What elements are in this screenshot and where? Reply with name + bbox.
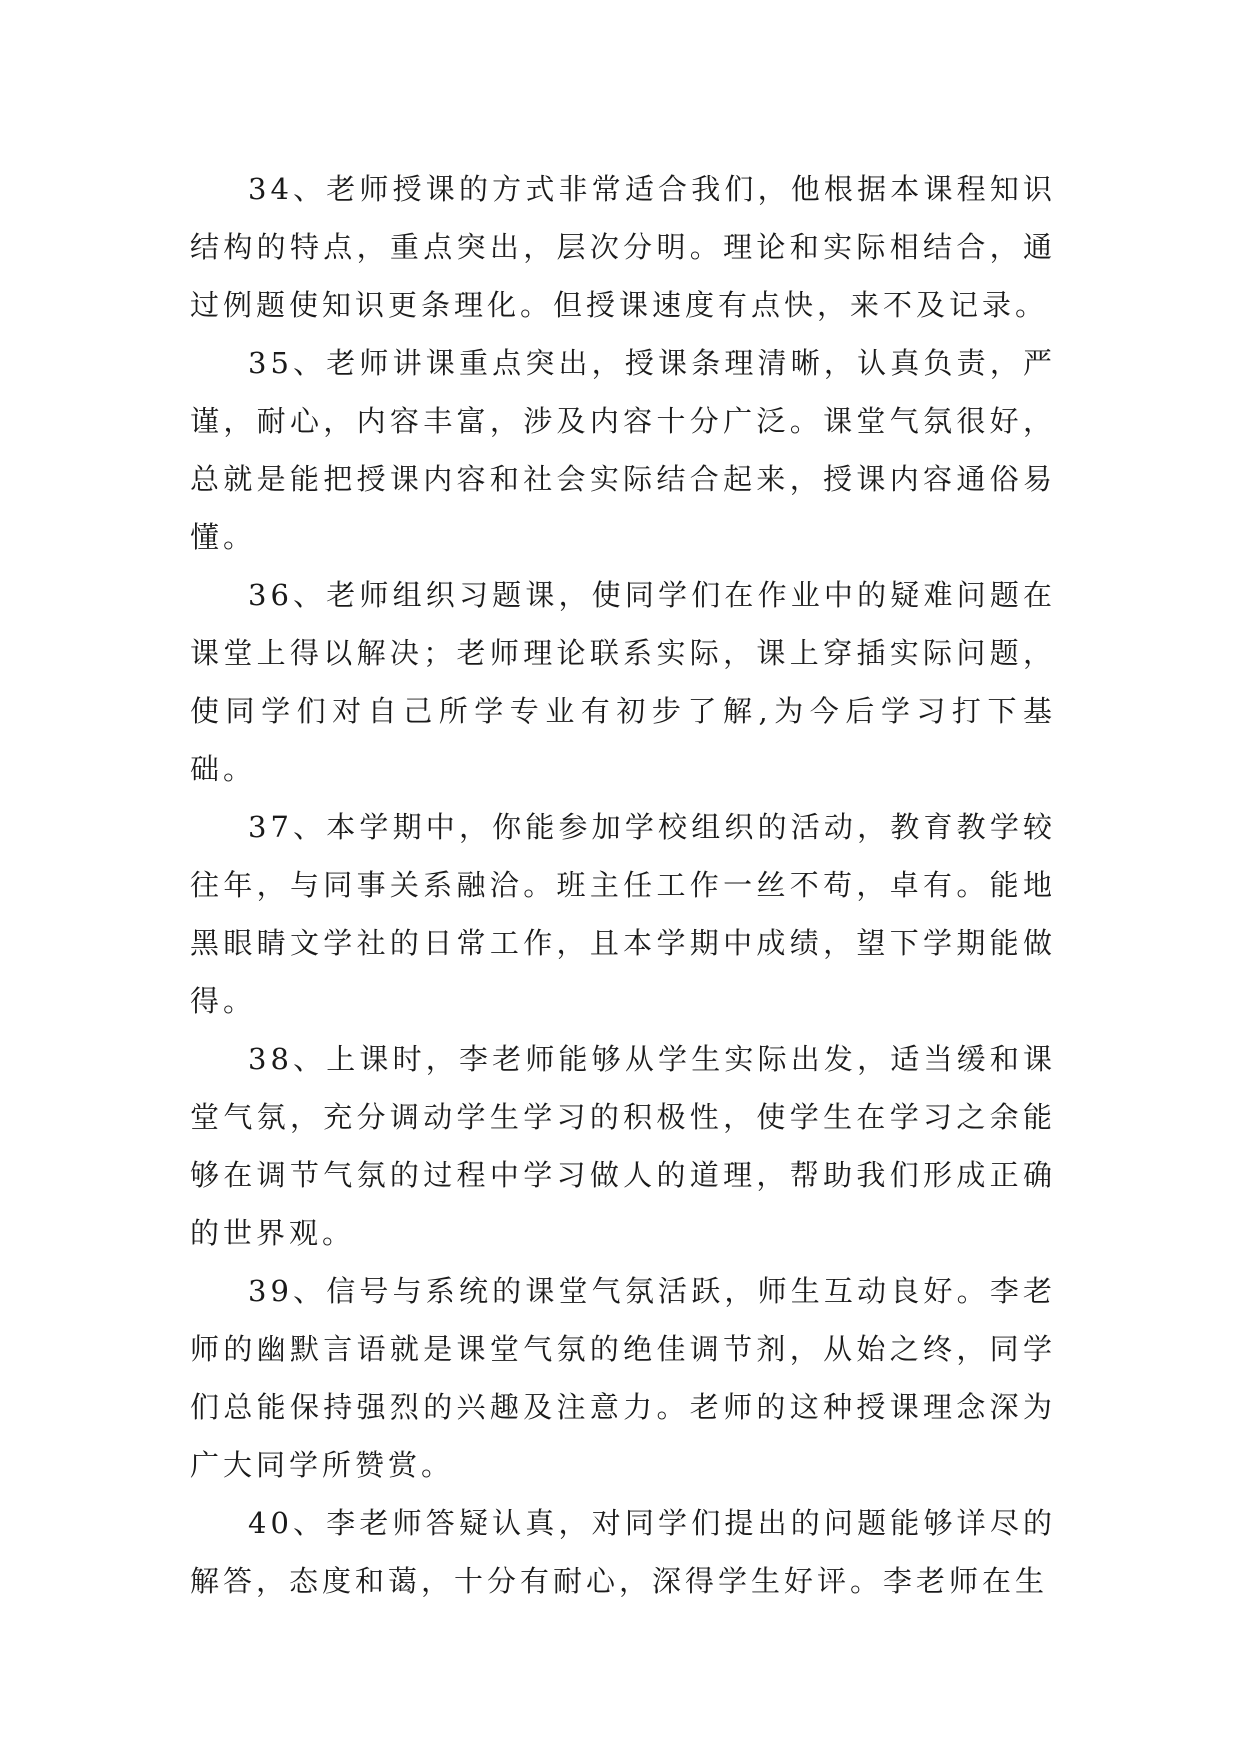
paragraph-39: 39、信号与系统的课堂气氛活跃，师生互动良好。李老师的幽默言语就是课堂气氛的绝佳调节剂，从始之终，同学们总能保持强烈的兴趣及注意力。老师的这种授课理念深为广大同学所赞赏。 [190, 1274, 1056, 1482]
paragraph-34: 34、老师授课的方式非常适合我们，他根据本课程知识结构的特点，重点突出，层次分明。理论和实际相结合，通过例题使知识更条理化。但授课速度有点快，来不及记录。 [190, 172, 1056, 322]
paragraph-38: 38、上课时，李老师能够从学生实际出发，适当缓和课堂气氛，充分调动学生学习的积极性，使学生在学习之余能够在调节气氛的过程中学习做人的道理，帮助我们形成正确的世界观。 [190, 1042, 1056, 1250]
document-page [190, 160, 1056, 1610]
paragraph-36: 36、老师组织习题课，使同学们在作业中的疑难问题在课堂上得以解决；老师理论联系实际，课上穿插实际问题，使同学们对自己所学专业有初步了解,为今后学习打下基础。 [190, 578, 1056, 786]
paragraph-35: 35、老师讲课重点突出，授课条理清晰，认真负责，严谨，耐心，内容丰富，涉及内容十分广泛。课堂气氛很好，总就是能把授课内容和社会实际结合起来，授课内容通俗易懂。 [190, 346, 1056, 554]
paragraph-37: 37、本学期中，你能参加学校组织的活动，教育教学较往年，与同事关系融洽。班主任工作一丝不苟，卓有。能地黑眼睛文学社的日常工作，且本学期中成绩，望下学期能做得。 [190, 810, 1056, 1018]
paragraph-40: 40、李老师答疑认真，对同学们提出的问题能够详尽的解答，态度和蔼，十分有耐心，深得学生好评。李老师在生 [190, 1506, 1056, 1598]
